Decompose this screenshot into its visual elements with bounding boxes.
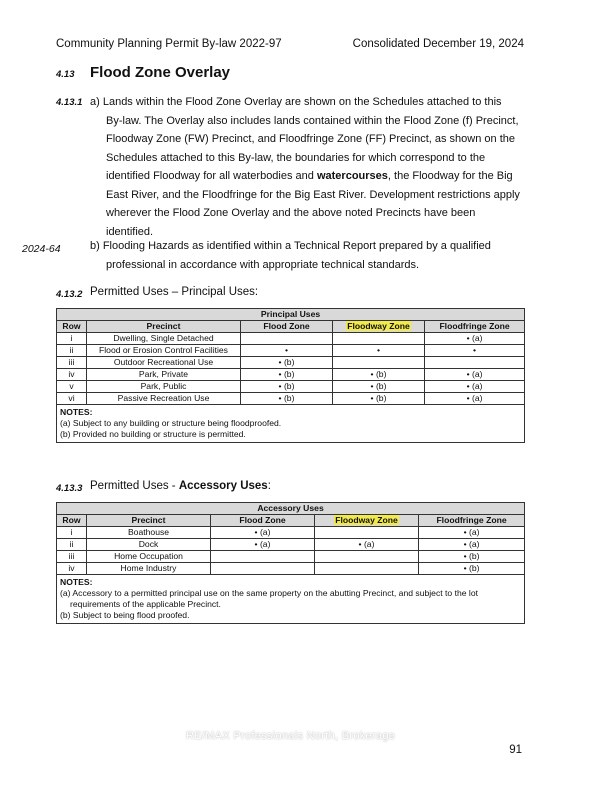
clause-4132-title: Permitted Uses – Principal Uses: bbox=[90, 286, 259, 298]
table-row: iv Home Industry • (b) bbox=[57, 563, 525, 575]
table-row: i Boathouse • (a) • (a) bbox=[57, 527, 525, 539]
brokerage-watermark: RE/MAX Professionals North, Brokerage bbox=[186, 730, 396, 742]
table-row: iii Home Occupation • (b) bbox=[57, 551, 525, 563]
table-row: ii Flood or Erosion Control Facilities • • • bbox=[57, 345, 525, 357]
accessory-uses-table bbox=[56, 502, 525, 624]
col-header-precinct: Precinct bbox=[87, 515, 211, 527]
col-header-floodway-zone: Floodway Zone bbox=[315, 515, 419, 527]
clause-4131-para-b bbox=[90, 237, 520, 274]
table-row: i Dwelling, Single Detached • (a) bbox=[57, 333, 525, 345]
table-row: iii Outdoor Recreational Use • (b) bbox=[57, 357, 525, 369]
running-header-date: Consolidated December 19, 2024 bbox=[352, 38, 524, 50]
table-caption: Principal Uses bbox=[57, 309, 525, 321]
table-row: ii Dock • (a) • (a) • (a) bbox=[57, 539, 525, 551]
table-row: vi Passive Recreation Use • (b) • (b) • (a) bbox=[57, 393, 525, 405]
section-title: Flood Zone Overlay bbox=[90, 64, 231, 81]
clause-4131-para-a bbox=[90, 93, 520, 241]
table-row: iv Park, Private • (b) • (b) • (a) bbox=[57, 369, 525, 381]
col-header-flood-zone: Flood Zone bbox=[241, 321, 333, 333]
col-header-row: Row bbox=[57, 321, 87, 333]
table-notes: NOTES: (a) Subject to any building or structure being floodproofed. (b) Provided no building or structure is permitted. bbox=[57, 405, 525, 443]
col-header-floodfringe-zone: Floodfringe Zone bbox=[425, 321, 525, 333]
col-header-row: Row bbox=[57, 515, 87, 527]
para-a-text-post: , the Floodway for the Big East River, and the Floodfringe for the Big East River. Development restrictions apply wherever the Flood Zone Overlay and the above noted Precincts have been identified. bbox=[106, 170, 520, 238]
clause-4133-number: 4.13.3 bbox=[56, 483, 83, 494]
running-header-title: Community Planning Permit By-law 2022-97 bbox=[56, 38, 282, 50]
col-header-flood-zone: Flood Zone bbox=[211, 515, 315, 527]
margin-amendment-note: 2024-64 bbox=[22, 243, 61, 255]
clause-4133-title: Permitted Uses - Accessory Uses: bbox=[90, 480, 271, 492]
para-b-text: b) Flooding Hazards as identified within a Technical Report prepared by a qualified professional in accordance with appropriate technical standards. bbox=[90, 240, 491, 271]
para-a-bold-term: watercourses bbox=[316, 170, 388, 182]
table-notes: NOTES: (a) Accessory to a permitted principal use on the same property on the abutting Precinct, and subject to the lot requirements of the applicable Precinct. (b) Subject to being flood proofed. bbox=[57, 575, 525, 624]
table-row: v Park, Public • (b) • (b) • (a) bbox=[57, 381, 525, 393]
col-header-floodway-zone: Floodway Zone bbox=[333, 321, 425, 333]
principal-uses-table bbox=[56, 308, 525, 443]
clause-4132-number: 4.13.2 bbox=[56, 289, 83, 300]
clause-4131-number: 4.13.1 bbox=[56, 97, 83, 108]
para-a-text-pre: a) Lands within the Flood Zone Overlay are shown on the Schedules attached to this By-law. The Overlay also includes lands contained within the Flood Zone (f) Precinct, Floodway Zone (FW) Precinct, and Floodfringe Zone (FF) Precinct, as shown on the Schedules attached to this By-law, the boundaries for which correspond to the identified Floodway for all waterbodies and bbox=[90, 96, 519, 182]
col-header-floodfringe-zone: Floodfringe Zone bbox=[419, 515, 525, 527]
table-caption: Accessory Uses bbox=[57, 503, 525, 515]
section-number: 4.13 bbox=[56, 69, 75, 80]
page-number: 91 bbox=[509, 744, 522, 756]
col-header-precinct: Precinct bbox=[87, 321, 241, 333]
